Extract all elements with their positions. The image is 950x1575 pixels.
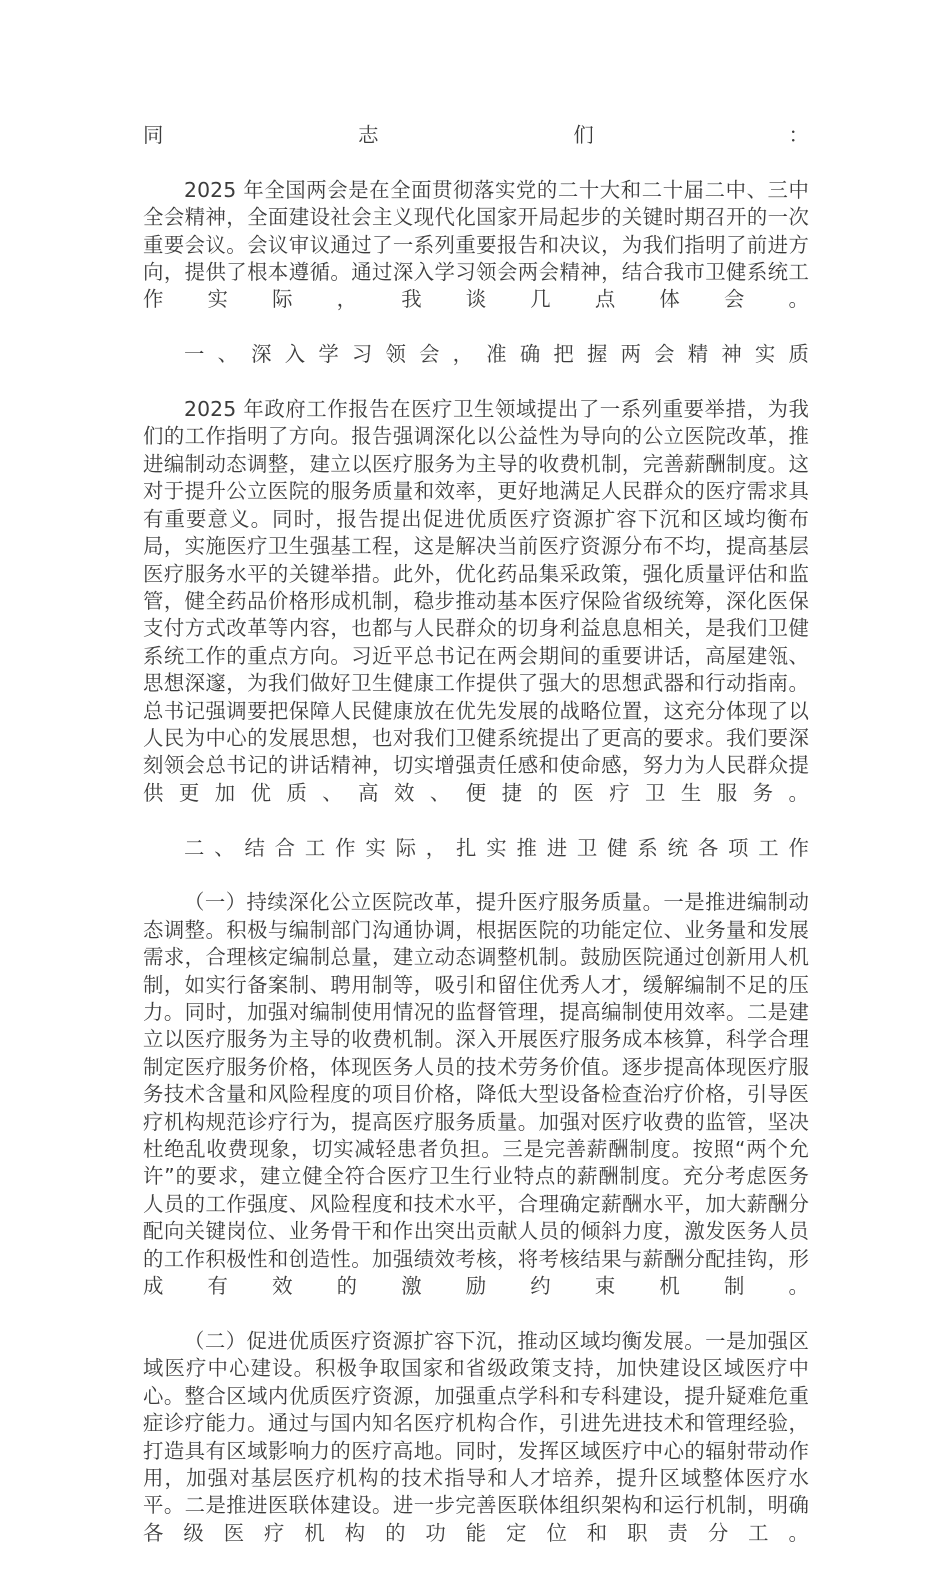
paragraph-opening: 2025 年全国两会是在全面贯彻落实党的二十大和二十届二中、三中全会精神，全面建设社会主义现代化国家开局起步的关键时期召开的一次重要会议。会议审议通过了一系列重要报告和决议，为我们指明了前进方向，提供了根本遵循。通过深入学习领会两会精神，结合我市卫健系统工作实际，我谈几点体会。 xyxy=(143,177,809,312)
paragraph-section-two-item-two: （二）促进优质医疗资源扩容下沉，推动区域均衡发展。一是加强区域医疗中心建设。积极争取国家和省级政策支持，加快建设区域医疗中心。整合区域内优质医疗资源，加强重点学科和专科建设，提升疑难危重症诊疗能力。通过与国内知名医疗机构合作，引进先进技术和管理经验，打造具有区域影响力的医疗高地。同时，发挥区域医疗中心的辐射带动作用，加强对基层医疗机构的技术指导和人才培养，提升区域整体医疗水平。二是推进医联体建设。进一步完善医联体组织架构和运行机制，明确各级医疗机构的功能定位和职责分工。 xyxy=(143,1328,809,1545)
section-heading-two: 二、结合工作实际，扎实推进卫健系统各项工作 xyxy=(184,835,809,860)
paragraph-salutation: 同志们： xyxy=(143,123,809,147)
document-text-body xyxy=(143,122,809,1575)
section-heading-one: 一、深入学习领会，准确把握两会精神实质 xyxy=(184,342,809,367)
paragraph-section-one-body: 2025 年政府工作报告在医疗卫生领域提出了一系列重要举措，为我们的工作指明了方向。报告强调深化以公益性为导向的公立医院改革，推进编制动态调整，建立以医疗服务为主导的收费机制，完善薪酬制度。这对于提升公立医院的服务质量和效率，更好地满足人民群众的医疗需求具有重要意义。同时，报告提出促进优质医疗资源扩容下沉和区域均衡布局，实施医疗卫生强基工程，这是解决当前医疗资源分布不均，提高基层医疗服务水平的关键举措。此外，优化药品集采政策，强化质量评估和监管，健全药品价格形成机制，稳步推动基本医疗保险省级统筹，深化医保支付方式改革等内容，也都与人民群众的切身利益息息相关，是我们卫健系统工作的重点方向。习近平总书记在两会期间的重要讲话，高屋建瓴、思想深邃，为我们做好卫生健康工作提供了强大的思想武器和行动指南。总书记强调要把保障人民健康放在优先发展的战略位置，这充分体现了以人民为中心的发展思想，也对我们卫健系统提出了更高的要求。我们要深刻领会总书记的讲话精神，切实增强责任感和使命感，努力为人民群众提供更加优质、高效、便捷的医疗卫生服务。 xyxy=(143,397,809,805)
paragraph-section-two-item-one: （一）持续深化公立医院改革，提升医疗服务质量。一是推进编制动态调整。积极与编制部门沟通协调，根据医院的功能定位、业务量和发展需求，合理核定编制总量，建立动态调整机制。鼓励医院通过创新用人机制，如实行备案制、聘用制等，吸引和留住优秀人才，缓解编制不足的压力。同时，加强对编制使用情况的监督管理，提高编制使用效率。二是建立以医疗服务为主导的收费机制。深入开展医疗服务成本核算，科学合理制定医疗服务价格，体现医务人员的技术劳务价值。逐步提高体现医疗服务技术含量和风险程度的项目价格，降低大型设备检查治疗价格，引导医疗机构规范诊疗行为，提高医疗服务质量。加强对医疗收费的监管，坚决杜绝乱收费现象，切实减轻患者负担。三是完善薪酬制度。按照“两个允许”的要求，建立健全符合医疗卫生行业特点的薪酬制度。充分考虑医务人员的工作强度、风险程度和技术水平，合理确定薪酬水平，加大薪酬分配向关键岗位、业务骨干和作出突出贡献人员的倾斜力度，激发医务人员的工作积极性和创造性。加强绩效考核，将考核结果与薪酬分配挂钩，形成有效的激励约束机制。 xyxy=(143,890,809,1299)
